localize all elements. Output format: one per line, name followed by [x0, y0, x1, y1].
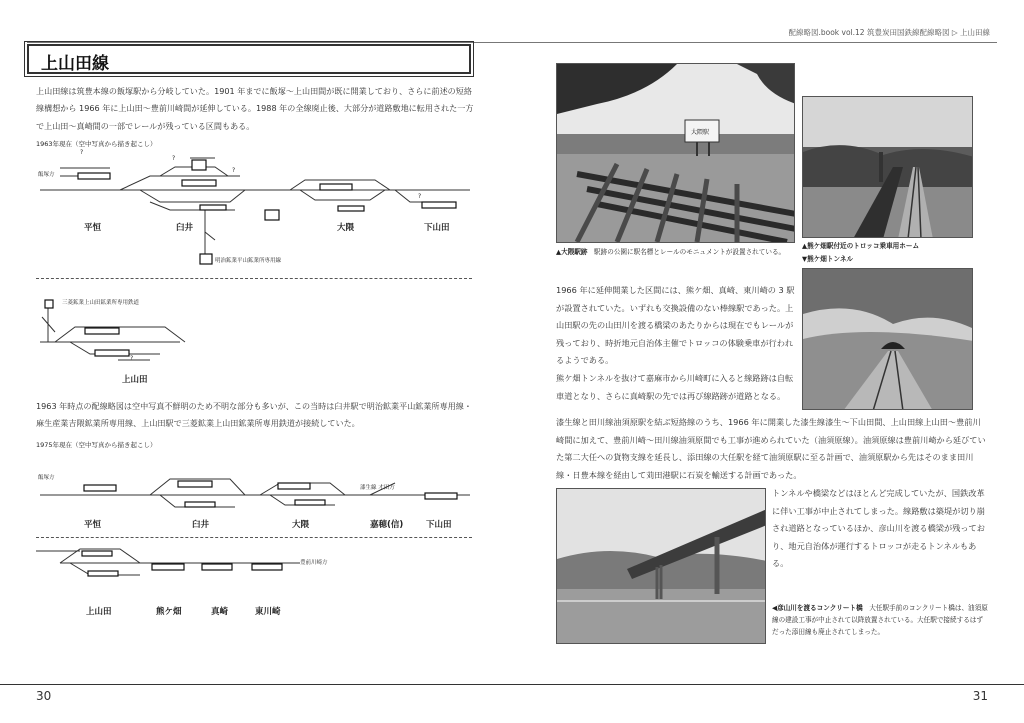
- photo-kumagahata-platform: [802, 96, 973, 238]
- buzen-kawasaki-direction-label: 豊前川崎方: [300, 560, 328, 566]
- unknown-mark: ?: [232, 167, 236, 174]
- track-diagram-1963: [0, 132, 512, 412]
- para-stations: 1966 年に延伸開業した区間には、熊ケ畑、真崎、東川崎の 3 駅が設置されていた。いずれも交換設備のない棒線駅であった。上山田駅の先の山田川を渡る橋梁のあたりからは現在でもレールが残っており、時折地元自治体主催でトロッコの体験乗車が行われるようである。: [556, 285, 795, 366]
- photo4-caption: [772, 602, 989, 638]
- unknown-mark: ?: [130, 355, 134, 362]
- photo1-caption-title: ▲大隈駅跡: [556, 248, 588, 256]
- para-construction: トンネルや橋梁などはほとんど完成していたが、国鉄改革に伴い工事が中止されてしまった。線路敷は築堤が切り崩され道路となっているほか、彦山川を渡る橋梁が残っており、地元自治体が運行するトロッコが走るトンネルもある。: [772, 488, 985, 569]
- station-label: 上山田: [86, 607, 112, 617]
- bottom-rule: [512, 684, 1024, 685]
- station-label: 熊ケ畑: [156, 607, 182, 617]
- right-page: [512, 0, 1024, 723]
- station-label: 平恒: [84, 223, 102, 233]
- station-label: 真崎: [211, 607, 229, 617]
- diagram-1975-direction: 飯塚方: [38, 475, 55, 481]
- para-tunnel: 熊ケ畑トンネルを抜けて嘉麻市から川崎町に入ると線路跡は自転車道となり、さらに真崎駅の先では再び線路跡が道路となる。: [556, 373, 794, 401]
- station-label: 平恒: [84, 520, 102, 530]
- station-label: 臼井: [176, 223, 194, 233]
- diagram-1963-caption: 1963年現在（空中写真から描き起こし）: [36, 140, 157, 148]
- diagram-1963-direction: 飯塚方: [38, 172, 55, 178]
- page-number-left: 30: [36, 689, 52, 703]
- station-label: 大隈: [292, 520, 310, 530]
- unknown-mark: ?: [80, 149, 84, 156]
- photo3-caption: [802, 253, 982, 265]
- photo1-caption-text: 駅跡の公園に駅名標とレールのモニュメントが設置されている。: [587, 248, 786, 256]
- photo-concrete-bridge: [556, 488, 766, 644]
- top-rule: [27, 42, 512, 43]
- bottom-rule: [0, 684, 512, 685]
- running-head: 配線略図.book vol.12 筑豊炭田国鉄線配線略図 ▷ 上山田線: [788, 28, 990, 37]
- station-label: 下山田: [426, 520, 452, 530]
- photo4-caption-text: 大任駅手前のコンクリート橋は、油須原線の建設工事が中止されて以降放置されている。大任駅で接続するはずだった添田線も廃止されてしまった。: [772, 604, 988, 636]
- station-label: 嘉穂(信): [370, 520, 404, 530]
- photo-kumagahata-tunnel: [802, 268, 973, 410]
- mitsubishi-branch-label: 三菱鉱業上山田鉱業所専用鉄道: [62, 300, 140, 306]
- page-title: 上山田線: [41, 54, 109, 74]
- station-sign-text: 大隈駅: [691, 129, 710, 136]
- intro-paragraph: 上山田線は筑豊本線の飯塚駅から分岐していた。1901 年までに飯塚～上山田間が既に開業しており、さらに前述の短絡線構想から 1966 年に上山田～豊前川崎間が延伸している。1988 年の全線廃止後、大部分が道路敷地に転用された一方で上山田～真崎間の一部でレールが残っている区間もある。: [36, 86, 474, 131]
- diagram-1975-caption: 1975年現在（空中写真から描き起こし）: [36, 441, 157, 449]
- photo1-caption: [556, 246, 796, 258]
- station-label: 下山田: [424, 223, 450, 233]
- photo4-caption-title: ◀彦山川を渡るコンクリート橋: [772, 604, 863, 612]
- middle-paragraph: 1963 年時点の配線略図は空中写真不鮮明のため不明な部分も多いが、この当時は臼井駅で明治鉱業平山鉱業所専用線・麻生産業吉隈鉱業所専用線、上山田駅で三菱鉱業上山田鉱業所専用鉄道が接続していた。: [36, 401, 472, 429]
- station-label: 上山田: [122, 375, 148, 385]
- track-diagram-1975: [0, 435, 512, 625]
- diagram-divider: [36, 537, 472, 538]
- diagram-divider: [36, 278, 472, 279]
- section-title-box: [27, 44, 471, 74]
- meiji-branch-label: 明治鉱業平山鉱業所専用線: [215, 258, 282, 264]
- top-rule: [512, 42, 997, 43]
- station-label: 臼井: [192, 520, 210, 530]
- unknown-mark: ?: [418, 193, 422, 200]
- photo2-caption-title: ▲熊ケ畑駅付近のトロッコ乗車用ホーム: [802, 242, 920, 250]
- station-label: 大隈: [337, 223, 355, 233]
- para-yusubaru-line: 漆生線と田川線油須原駅を結ぶ短絡線のうち、1966 年に開業した漆生線漆生～下山田間、上山田線上山田～豊前川崎間に加えて、豊前川崎～田川線油須原間でも工事が進められていた（油須原線）。油須原線は豊前川崎から延びていた第二大任への貨物支線を延長し、添田線の大任駅を経て油須原駅に至る計画で、油須原駅から先はそのまま田川線・日豊本線を経由して苅田港駅に石炭を輸送する計画であった。: [556, 417, 986, 480]
- unknown-mark: ?: [172, 155, 176, 162]
- station-label: 東川崎: [255, 607, 281, 617]
- photo2-caption: [802, 240, 982, 252]
- photo-okuma-station-ruins: [556, 63, 795, 243]
- photo3-caption-title: ▼熊ケ畑トンネル: [802, 255, 854, 263]
- urushio-direction-label: 漆生線 才田方: [360, 485, 395, 491]
- page-number-right: 31: [972, 689, 988, 703]
